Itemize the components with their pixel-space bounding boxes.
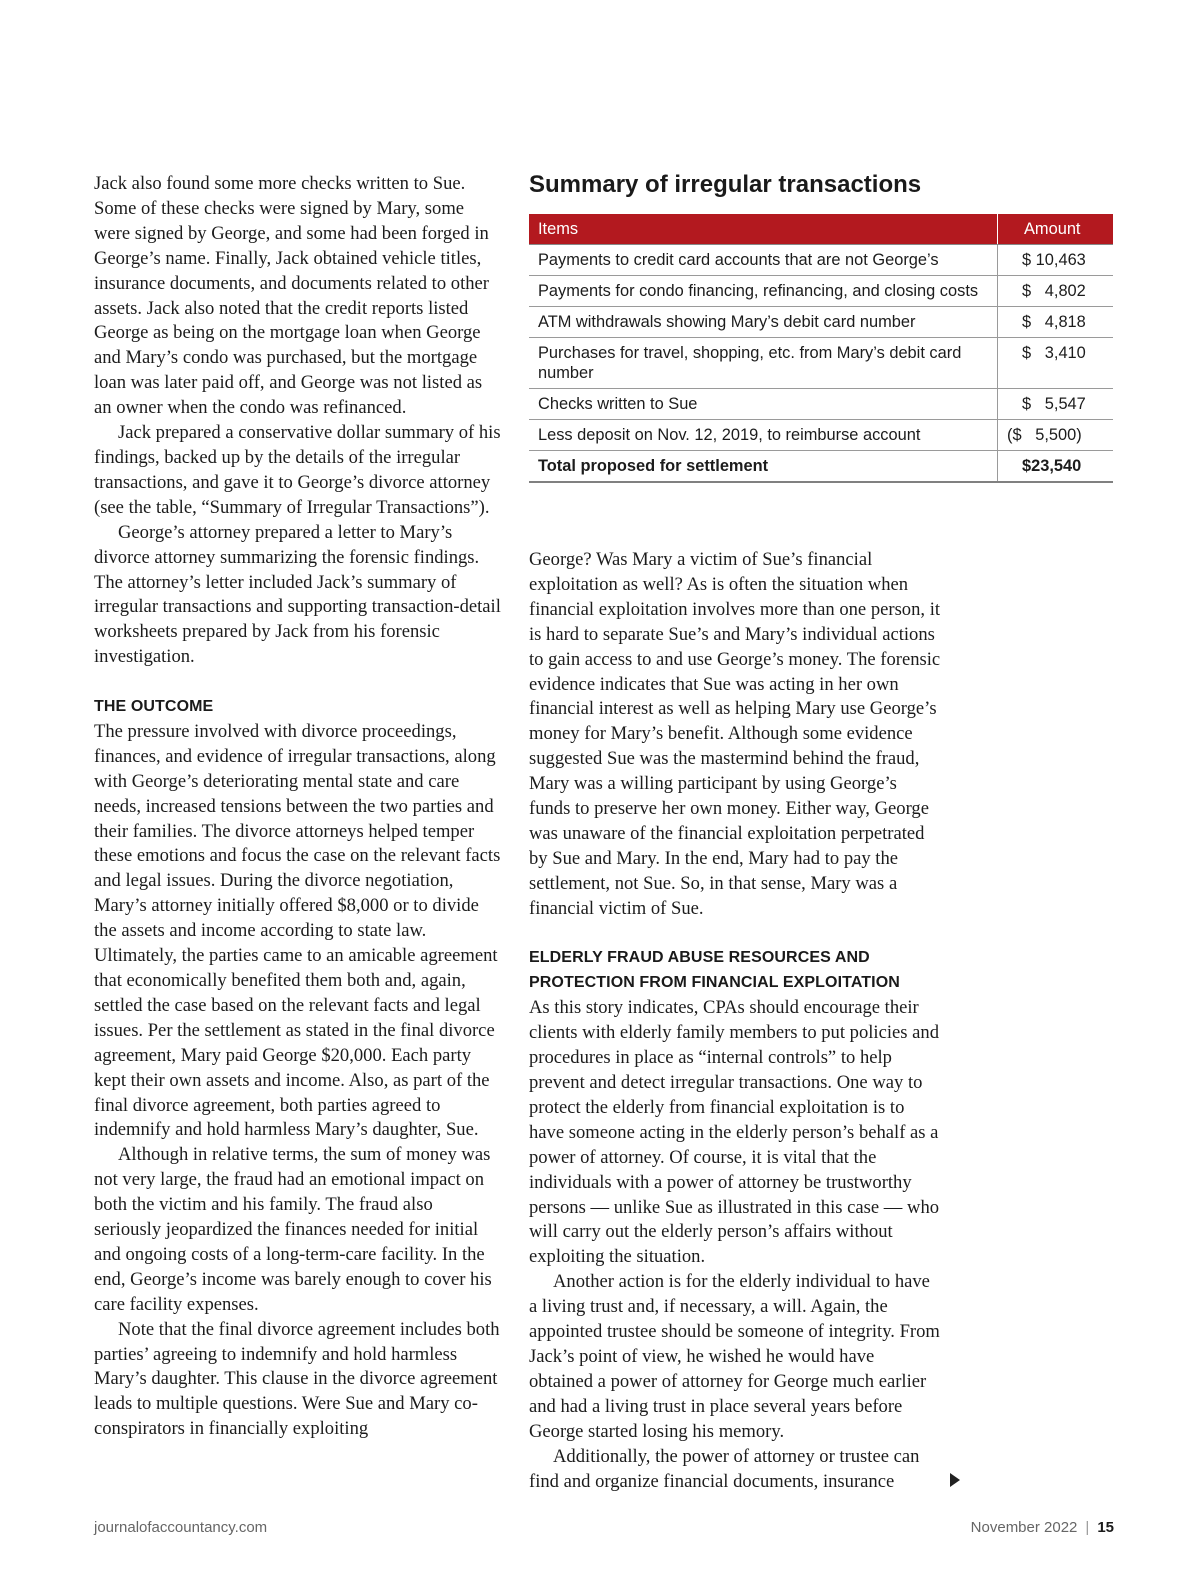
summary-table	[529, 214, 1113, 483]
row-item: Payments for condo financing, refinancing, and closing costs	[529, 276, 998, 307]
column-header-items: Items	[529, 214, 998, 245]
left-paragraph-6: Note that the final divorce agreement includes both parties’ agreeing to indemnify and hold harmless Mary’s daughter. This clause in the divorce agreement leads to multiple questions. Were Sue and Mary co-conspirators in financially exploiting	[94, 1318, 500, 1440]
row-amount: ($ 5,500)	[998, 420, 1114, 451]
right-paragraph-3: Another action is for the elderly individual to have a living trust and, if necessary, a will. Again, the appointed trustee should be someone of integrity. From Jack’s point of view, he wished he would have obtained a power of attorney for George much earlier and had a living trust in place several years before George started losing his memory.	[529, 1271, 940, 1442]
total-label: Total proposed for settlement	[529, 451, 998, 483]
footer-issue: November 2022	[970, 1519, 1078, 1536]
table-header-row	[529, 214, 1113, 245]
table-row	[529, 276, 1113, 307]
table-row	[529, 389, 1113, 420]
left-paragraph-5: Although in relative terms, the sum of money was not very large, the fraud had an emotional impact on both the victim and his family. The fraud also seriously jeopardized the finances needed for initial and ongoing costs of a long-term-care facility. In the end, George’s income was barely enough to cover his care facility expenses.	[94, 1144, 492, 1315]
right-paragraph-2: As this story indicates, CPAs should encourage their clients with elderly family members to put policies and procedures in place as “internal controls” to help prevent and detect irregular transactions. One way to protect the elderly from financial exploitation is to have someone acting in the elderly person’s behalf as a power of attorney. Of course, it is vital that the individuals with a power of attorney be trustworthy persons — unlike Sue as illustrated in this case — who will carry out the elderly person’s affairs without exploiting the situation.	[529, 997, 940, 1268]
left-paragraph-2: Jack prepared a conservative dollar summary of his findings, backed up by the details of the irregular transactions, and gave it to George’s divorce attorney (see the table, “Summary of Irregular Transactions”).	[94, 422, 501, 518]
row-amount: $ 3,410	[998, 338, 1114, 389]
table-row	[529, 420, 1113, 451]
row-item: ATM withdrawals showing Mary’s debit card number	[529, 307, 998, 338]
footer-site: journalofaccountancy.com	[94, 1519, 268, 1536]
heading-the-outcome: THE OUTCOME	[94, 698, 214, 716]
row-item: Payments to credit card accounts that are not George’s	[529, 245, 998, 276]
left-paragraph-4: The pressure involved with divorce proceedings, finances, and evidence of irregular transactions, along with George’s deteriorating mental state and care needs, increased tensions between the two parties and their families. The divorce attorneys helped temper these emotions and focus the case on the relevant facts and legal issues. During the divorce negotiation, Mary’s attorney initially offered $8,000 or to divide the assets and income according to state law. Ultimately, the parties came to an amicable agreement that economically benefited them both and, again, settled the case based on the relevant facts and legal issues. Per the settlement as stated in the final divorce agreement, Mary paid George $20,000. Each party kept their own assets and income. Also, as part of the final divorce agreement, both parties agreed to indemnify and hold harmless Mary’s daughter, Sue.	[94, 720, 501, 1141]
row-item: Less deposit on Nov. 12, 2019, to reimburse account	[529, 420, 998, 451]
table-row	[529, 307, 1113, 338]
footer-issue-page	[971, 1518, 1114, 1538]
page-number: 15	[1097, 1519, 1114, 1536]
right-paragraph-1: George? Was Mary a victim of Sue’s financial exploitation as well? As is often the situation when financial exploitation involves more than one person, it is hard to separate Sue’s and Mary’s individual actions to gain access to and use George’s money. The forensic evidence indicates that Sue was acting in her own financial interest as well as helping Mary use George’s money for Mary’s benefit. Although some evidence suggested Sue was the mastermind behind the fraud, Mary was a willing participant by using George’s funds to preserve her own money. Either way, George was unaware of the financial exploitation perpetrated by Sue and Mary. In the end, Mary had to pay the settlement, not Sue. So, in that sense, Mary was a financial victim of Sue.	[529, 549, 941, 919]
right-paragraph-4: Additionally, the power of attorney or trustee can find and organize financial documents, insurance	[529, 1445, 920, 1492]
table-title: Summary of irregular transactions	[529, 171, 922, 198]
left-paragraph-3: George’s attorney prepared a letter to Mary’s divorce attorney summarizing the forensic findings. The attorney’s letter included Jack’s summary of irregular transactions and supporting transaction-detail worksheets prepared by Jack from his forensic investigation.	[94, 521, 501, 668]
row-item: Checks written to Sue	[529, 389, 998, 420]
total-amount: $23,540	[998, 451, 1114, 483]
column-header-amount: Amount	[998, 214, 1114, 245]
row-item: Purchases for travel, shopping, etc. from Mary’s debit card number	[529, 338, 998, 389]
row-amount: $ 4,818	[998, 307, 1114, 338]
row-amount: $ 10,463	[998, 245, 1114, 276]
row-amount: $ 5,547	[998, 389, 1114, 420]
heading-elderly-fraud-resources: ELDERLY FRAUD ABUSE RESOURCES AND PROTECTION FROM FINANCIAL EXPLOITATION	[529, 949, 900, 992]
left-column	[94, 172, 504, 1442]
table-row	[529, 338, 1113, 389]
table-total-row	[529, 451, 1113, 483]
right-column	[529, 548, 941, 1494]
footer-separator: |	[1085, 1519, 1090, 1536]
summary-table-box	[529, 170, 1114, 483]
left-paragraph-1: Jack also found some more checks written to Sue. Some of these checks were signed by Mary, some were signed by George, and some had been forged in George’s name. Finally, Jack obtained vehicle titles, insurance documents, and documents related to other assets. Jack also noted that the credit reports listed George as being on the mortgage loan when George and Mary’s condo was purchased, but the mortgage loan was later paid off, and George was not listed as an owner when the condo was refinanced.	[94, 173, 489, 419]
continue-arrow-icon	[950, 1473, 960, 1487]
table-row	[529, 245, 1113, 276]
row-amount: $ 4,802	[998, 276, 1114, 307]
